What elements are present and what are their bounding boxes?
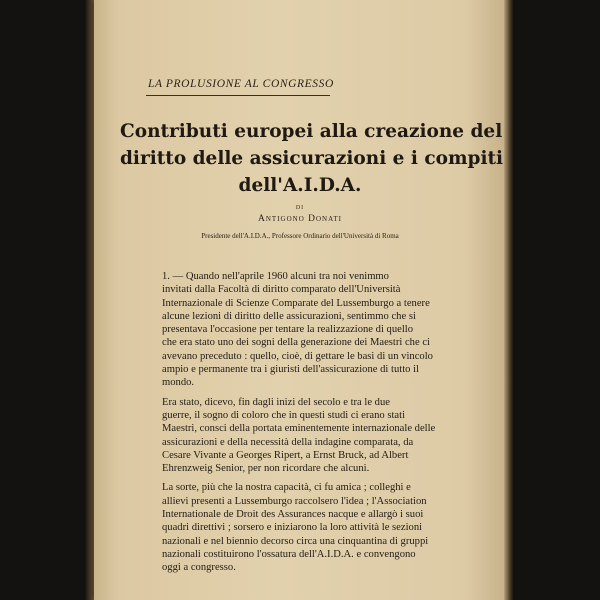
- text-line: mondo.: [162, 377, 195, 389]
- article-title: [120, 118, 504, 199]
- paragraph: [148, 396, 448, 476]
- author-affiliation: Presidente dell'A.I.D.A., Professore Ordinario dell'Università di Roma: [201, 232, 399, 240]
- text-line: avevano preceduto : quello, cioè, di gettare le basi di un vincolo: [162, 350, 433, 362]
- author-name: Antigono Donati: [258, 214, 342, 224]
- text-line: Internazionale di Scienze Comparate del Lussemburgo a tenere: [162, 297, 430, 309]
- text-line: oggi a congresso.: [162, 562, 236, 574]
- byline-di: DI: [295, 205, 305, 211]
- running-head-rule: [146, 95, 330, 96]
- title-line: diritto delle assicurazioni e i compiti: [120, 148, 504, 169]
- text-line: invitati dalla Facoltà di diritto comparato dell'Università: [162, 284, 401, 296]
- title-line: dell'A.I.D.A.: [238, 175, 362, 196]
- text-line: che era stato uno dei sogni della generazione dei Maestri che ci: [162, 337, 430, 349]
- text-line: Maestri, consci della portata eminentemente internazionale delle: [162, 423, 436, 435]
- running-head: LA PROLUSIONE AL CONGRESSO: [148, 78, 334, 90]
- text-line: Era stato, dicevo, fin dagli inizi del secolo e tra le due: [162, 396, 390, 408]
- text-line: Ehrenzweig Senior, per non ricordare che alcuni.: [162, 463, 370, 475]
- title-line: Contributi europei alla creazione del: [120, 121, 503, 142]
- text-line: quadri direttivi ; sorsero e iniziarono la loro attività le sezioni: [162, 522, 423, 534]
- page-shadow-right: [504, 0, 514, 600]
- text-line: 1. — Quando nell'aprile 1960 alcuni tra noi venimmo: [162, 271, 389, 282]
- text-line: guerre, il sogno di coloro che in questi studi ci erano stati: [162, 409, 406, 421]
- text-line: nazionali e nel biennio decorso circa una cinquantina di gruppi: [162, 535, 429, 547]
- text-line: allievi presenti a Lussemburgo raccolsero l'idea ; l'Association: [162, 495, 427, 507]
- paragraph: [148, 270, 448, 390]
- text-line: ampio e permanente tra i giuristi dell'assicurazione di tutto il: [162, 364, 419, 376]
- text-line: assicurazioni e della necessità della indagine comparata, da: [162, 436, 414, 448]
- text-line: nazionali costituirono l'ossatura dell'A.I.D.A. e convengono: [162, 548, 416, 560]
- text-line: La sorte, più che la nostra capacità, ci fu amica ; colleghi e: [162, 482, 411, 494]
- paragraph: [148, 481, 448, 574]
- text-line: alcune lezioni di diritto delle assicurazioni, sentimmo che si: [162, 310, 416, 322]
- body-text: [148, 270, 448, 581]
- text-line: Internationale de Droit des Assurances nacque e allargò i suoi: [162, 509, 424, 521]
- text-line: Cesare Vivante a Georges Ripert, a Ernst Bruck, ad Albert: [162, 449, 409, 461]
- text-line: presentava l'occasione per tentare la realizzazione di quello: [162, 324, 414, 336]
